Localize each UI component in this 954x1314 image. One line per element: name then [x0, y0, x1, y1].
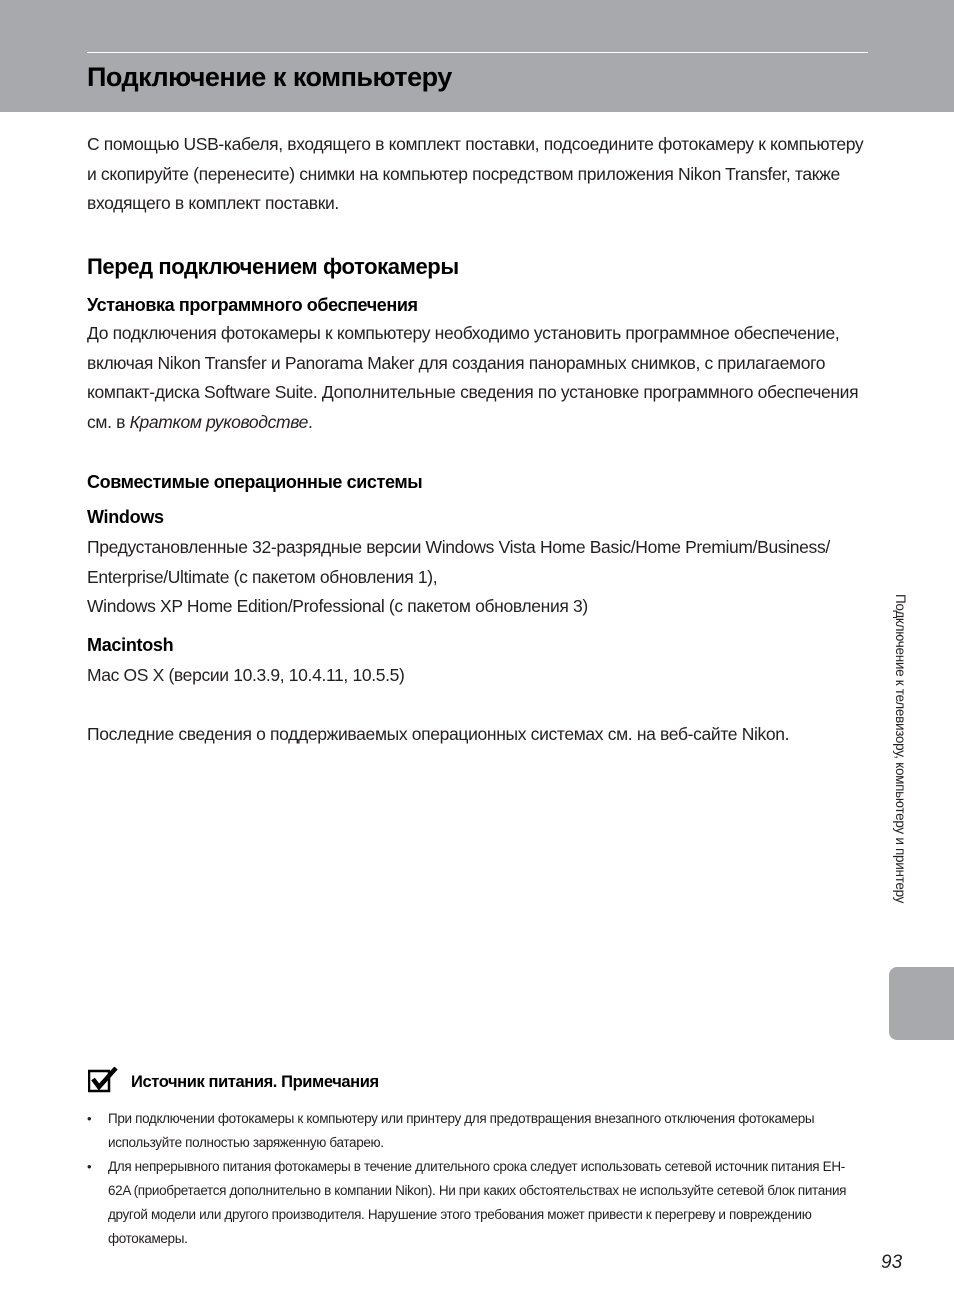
os-heading: Совместимые операционные системы — [87, 472, 423, 492]
windows-line-1: Предустановленные 32-разрядные версии Windows Vista Home Basic/Home Premium/Business/ Enterprise/Ultimate (с пакетом обновления 1), — [87, 537, 830, 587]
note-item — [87, 1155, 857, 1251]
latest-info: Последние сведения о поддерживаемых операционных системах см. на веб-сайте Nikon. — [87, 724, 790, 744]
note-item — [87, 1107, 857, 1155]
install-heading: Установка программного обеспечения — [87, 295, 418, 315]
bullet: • — [87, 1111, 92, 1126]
header-band — [0, 0, 954, 112]
section-heading: Перед подключением фотокамеры — [87, 254, 459, 279]
side-section-label: Подключение к телевизору, компьютеру и принтеру — [893, 594, 908, 904]
note-title: Источник питания. Примечания — [131, 1073, 379, 1091]
note-item-text: При подключении фотокамеры к компьютеру или принтеру для предотвращения внезапного отключения фотокамеры используйте полностью заряженную батарею. — [108, 1111, 815, 1150]
windows-line-2: Windows XP Home Edition/Professional (с пакетом обновления 3) — [87, 596, 588, 616]
header-rule — [87, 52, 868, 53]
bullet: • — [87, 1159, 92, 1174]
mac-text: Mac OS X (версии 10.3.9, 10.4.11, 10.5.5) — [87, 665, 405, 685]
note-list — [87, 1107, 857, 1251]
page-title: Подключение к компьютеру — [87, 62, 452, 92]
install-text: До подключения фотокамеры к компьютеру необходимо установить программное обеспечение, включая Nikon Transfer и Panorama Maker для создания панорамных снимков, с прилагаемого компакт-диска Software Suite. Дополнительные сведения по установке программного обеспечения см. в — [87, 323, 859, 432]
intro-paragraph: С помощью USB-кабеля, входящего в комплект поставки, подсоедините фотокамеру к компьютеру и скопируйте (перенесите) снимки на компьютер посредством приложения Nikon Transfer, также входящего в комплект поставки. — [87, 134, 864, 213]
side-tab — [889, 967, 954, 1040]
windows-heading: Windows — [87, 507, 164, 527]
checkmark-icon — [88, 1067, 118, 1093]
mac-heading: Macintosh — [87, 635, 174, 655]
install-end: . — [308, 411, 313, 432]
page-number: 93 — [881, 1252, 903, 1273]
install-paragraph — [87, 319, 872, 437]
manual-reference: Кратком руководстве — [129, 411, 309, 432]
note-item-text: Для непрерывного питания фотокамеры в течение длительного срока следует использовать сетевой источник питания EH-62A (приобретается дополнительно в компании Nikon). Ни при каких обстоятельствах не используйте сетевой блок питания другой модели или другого производителя. Нарушение этого требования может привести к перегреву и повреждению фотокамеры. — [108, 1159, 847, 1246]
